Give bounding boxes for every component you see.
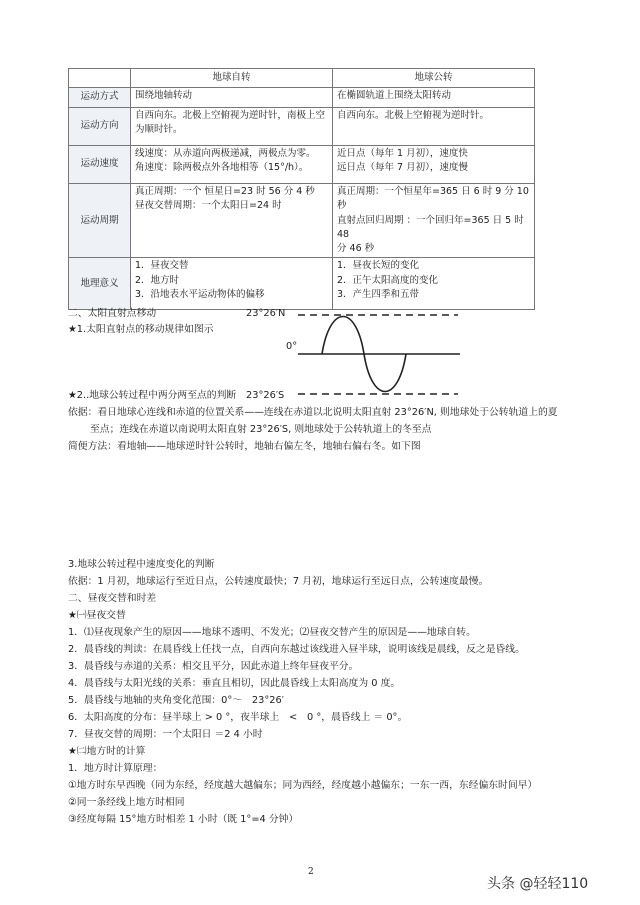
cell-line: 分 46 秒	[337, 243, 375, 254]
cell-line: 真正周期：一个恒星年=365 日 6 时 9 分 10	[337, 186, 529, 197]
cell-line: 1．昼夜交替	[135, 260, 189, 272]
section-title-subsolar: 二、太阳直射点移动	[68, 308, 157, 319]
row-label: 地理意义	[69, 258, 131, 310]
cell-line: 昼夜交替周期：一个太阳日=24 时	[135, 200, 282, 212]
table-row	[69, 146, 535, 184]
diagram-label-south: 23°26′S	[246, 390, 285, 401]
revolution-cell	[333, 146, 535, 184]
table-header-revolution: 地球公转	[333, 69, 535, 88]
diagram-label-north: 23°26′N	[246, 308, 286, 319]
comparison-table	[68, 68, 535, 310]
cell-line: 3．沿地表水平运动物体的偏移	[135, 288, 265, 300]
cell-line: 3．产生四季和五带	[337, 288, 420, 300]
subsolar-migration-diagram	[286, 306, 466, 402]
cell-line: 在椭圆轨道上围绕太阳转动	[337, 90, 452, 101]
subsection-daynight: ★㈠昼夜交替	[68, 610, 126, 621]
list-item: 2．晨昏线的判读：在晨昏线上任找一点，自西向东越过该线进入昼半球，说明该线是晨线，反之是昏线。	[68, 644, 525, 655]
rotation-cell	[131, 88, 333, 108]
cell-line: 近日点（每年 1 月初），速度快	[337, 148, 468, 159]
row-label: 运动周期	[69, 184, 131, 258]
cell-line: 2．正午太阳高度的变化	[337, 274, 439, 286]
speed-basis: 依据：1 月初，地球运行至近日点，公转速度最快；7 月初，地球运行至远日点，公转速度最慢。	[68, 576, 489, 587]
list-item: 7．昼夜交替的周期：一个太阳日 ＝2 4 小时	[68, 729, 263, 740]
item-subsolar-pattern: ★1.太阳直射点的移动规律如图示	[68, 324, 214, 335]
row-label: 运动方式	[69, 88, 131, 108]
rotation-cell	[131, 258, 333, 310]
local-time-principle: 1．地方时计算原理：	[68, 763, 163, 774]
watermark: 头条 @轻轻110	[487, 876, 589, 892]
revolution-cell	[333, 108, 535, 146]
rotation-cell	[131, 146, 333, 184]
cell-line: 线速度：从赤道向两极递减，两极点为零。	[135, 148, 316, 159]
cell-line: 2．地方时	[135, 274, 180, 286]
list-item: ②同一条经线上地方时相同	[68, 797, 185, 808]
cell-line: 直射点回归周期 ：一个回归年=365 日 5 时 48	[337, 214, 524, 240]
table-row	[69, 184, 535, 258]
table-row	[69, 258, 535, 310]
rotation-cell	[131, 108, 333, 146]
basis-line-2: 至点；连线在赤道以南说明太阳直射 23°26′S, 则地球处于公转轨道上的冬至点	[90, 424, 432, 435]
section-title-daynight: 二、昼夜交替和时差	[68, 593, 157, 604]
table-header-rotation: 地球自转	[131, 69, 333, 88]
list-item: ①地方时东早西晚（同为东经，经度越大越偏东；同为西经，经度越小越偏东；一东一西，东经偏东时间早）	[68, 780, 538, 791]
row-label: 运动方向	[69, 108, 131, 146]
cell-line: 真正周期：一个 恒星日=23 时 56 分 4 秒	[135, 186, 315, 197]
cell-line: 1．昼夜长短的变化	[337, 260, 420, 272]
revolution-cell	[333, 88, 535, 108]
table-row	[69, 88, 535, 108]
basis-line-1: 依据：看日地球心连线和赤道的位置关系——连线在赤道以北说明太阳直射 23°26′N, 则地球处于公转轨道上的夏	[68, 407, 558, 418]
cell-line: 自西向东。北极上空俯视为逆时针。	[337, 110, 490, 121]
cell-line: 远日点（每年 7 月初），速度慢	[337, 162, 468, 174]
cell-line: 围绕地轴转动	[135, 90, 193, 101]
list-item: 4．晨昏线与太阳光线的关系：垂直且相切，因此晨昏线上太阳高度为 0 度。	[68, 678, 401, 689]
cell-line: 秒	[337, 200, 347, 212]
page-number: 2	[308, 867, 314, 877]
list-item: 1．⑴昼夜现象产生的原因——地球不透明、不发光；⑵昼夜交替产生的原因是——地球自转。	[68, 627, 476, 638]
subsection-local-time: ★㈡地方时的计算	[68, 746, 146, 757]
list-item: 3．晨昏线与赤道的关系：相交且平分，因此赤道上终年昼夜平分。	[68, 661, 359, 672]
list-item: ③经度每隔 15°地方时相差 1 小时（既 1°=4 分钟）	[68, 814, 299, 825]
list-item: 6．太阳高度的分布：昼半球上 > 0 °，夜半球上 < 0 °，晨昏线上 ＝ 0°。	[68, 712, 408, 723]
row-label: 运动速度	[69, 146, 131, 184]
table-header-empty	[69, 69, 131, 88]
cell-line: 为顺时针。	[135, 124, 183, 136]
rotation-cell	[131, 184, 333, 258]
revolution-cell	[333, 258, 535, 310]
diagram-label-equator: 0°	[286, 341, 298, 352]
shortcut-method: 简便方法：看地轴——地球逆时针公转时，地轴右偏左冬，地轴右偏右冬。如下图	[68, 441, 421, 452]
cell-line: 自西向东。北极上空俯视为逆时针，南极上空	[135, 110, 326, 121]
section-title-speed: 3.地球公转过程中速度变化的判断	[68, 559, 215, 570]
list-item: 5．晨昏线与地轴的夹角变化范围：0°～ 23°26′	[68, 695, 284, 706]
cell-line: 角速度：除两极点外各地相等（15°/h）。	[135, 162, 309, 174]
table-row	[69, 108, 535, 146]
item-solstice-equinox: ★2..地球公转过程中两分两至点的判断	[68, 390, 237, 401]
revolution-cell	[333, 184, 535, 258]
table-header-row	[69, 69, 535, 88]
